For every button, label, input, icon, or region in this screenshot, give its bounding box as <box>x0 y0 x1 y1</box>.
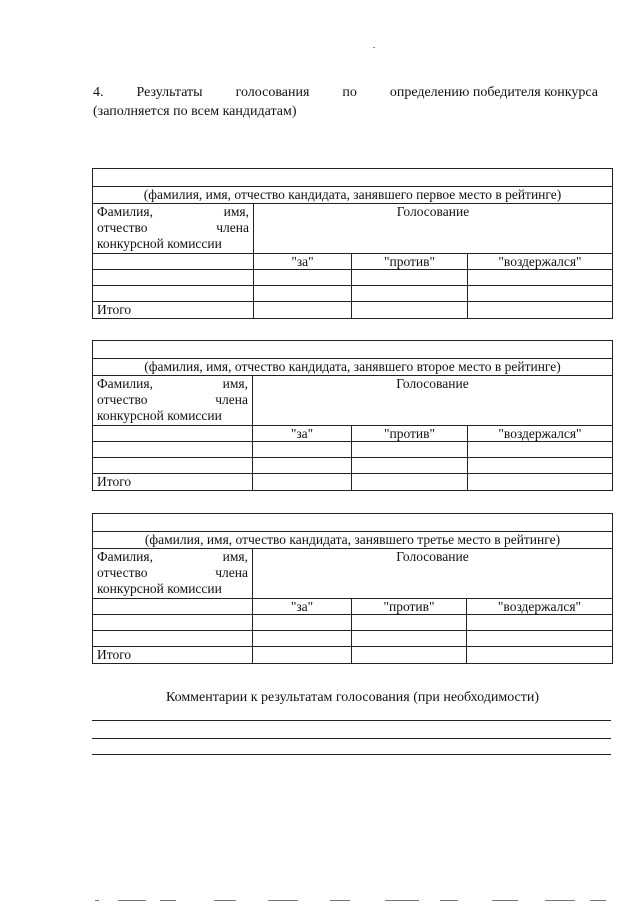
scan-artifact <box>268 900 298 901</box>
member-name-field[interactable] <box>93 631 253 647</box>
table-row <box>93 442 613 458</box>
heading-word: определению победителя конкурса <box>389 85 598 100</box>
vote-abstain-field[interactable] <box>467 615 613 631</box>
member-header-word: члена <box>216 220 249 235</box>
vote-abstain-field[interactable] <box>468 270 613 286</box>
scan-artifact <box>590 900 606 901</box>
member-header-word: конкурсной комиссии <box>97 408 222 423</box>
section-number: 4. <box>93 85 104 100</box>
member-header-word: имя, <box>222 376 248 391</box>
table-row <box>93 286 613 302</box>
vote-option-for: "за" <box>253 599 352 615</box>
total-row <box>93 302 613 319</box>
vote-column-header: Голосование <box>254 204 613 254</box>
member-header-word: Фамилия, <box>97 204 153 219</box>
candidate-name-field[interactable] <box>93 169 613 187</box>
comment-line[interactable] <box>92 738 611 739</box>
scan-artifact <box>214 900 236 901</box>
total-row <box>93 474 613 491</box>
scan-artifact <box>440 900 458 901</box>
member-header-word: отчество <box>97 392 148 407</box>
section-heading <box>93 83 598 121</box>
empty-cell <box>93 254 254 270</box>
total-label: Итого <box>93 302 254 319</box>
empty-cell <box>93 426 253 442</box>
vote-for-field[interactable] <box>253 442 352 458</box>
member-header-word: конкурсной комиссии <box>97 236 222 251</box>
vote-abstain-field[interactable] <box>468 286 613 302</box>
scan-artifact <box>160 900 176 901</box>
comment-line[interactable] <box>92 754 611 755</box>
scan-artifact <box>492 900 518 901</box>
vote-for-field[interactable] <box>253 631 352 647</box>
member-header-word: Фамилия, <box>97 549 153 564</box>
vote-column-header: Голосование <box>253 376 613 426</box>
candidate-caption: (фамилия, имя, отчество кандидата, занявшего третье место в рейтинге) <box>93 532 613 549</box>
vote-option-abstain: "воздержался" <box>467 599 613 615</box>
member-name-field[interactable] <box>93 442 253 458</box>
voting-table-second-place <box>92 340 613 491</box>
candidate-name-field[interactable] <box>93 341 613 359</box>
table-row <box>93 631 613 647</box>
total-for-field[interactable] <box>253 647 352 664</box>
scan-artifact <box>545 900 575 901</box>
vote-against-field[interactable] <box>352 270 468 286</box>
member-column-header <box>93 549 253 599</box>
candidate-name-field[interactable] <box>93 514 613 532</box>
total-abstain-field[interactable] <box>467 647 613 664</box>
vote-option-for: "за" <box>253 426 352 442</box>
vote-for-field[interactable] <box>253 615 352 631</box>
total-abstain-field[interactable] <box>468 302 613 319</box>
total-for-field[interactable] <box>254 302 352 319</box>
candidate-caption: (фамилия, имя, отчество кандидата, занявшего второе место в рейтинге) <box>93 359 613 376</box>
vote-against-field[interactable] <box>352 458 468 474</box>
total-label: Итого <box>93 474 253 491</box>
table-row <box>93 615 613 631</box>
member-header-word: отчество <box>97 565 148 580</box>
table-row <box>93 458 613 474</box>
total-label: Итого <box>93 647 253 664</box>
member-header-word: имя, <box>223 204 249 219</box>
total-against-field[interactable] <box>352 474 468 491</box>
section-heading-line-1 <box>93 83 598 102</box>
vote-abstain-field[interactable] <box>467 631 613 647</box>
heading-word: Результаты <box>136 85 203 100</box>
scan-artifact <box>330 900 350 901</box>
candidate-caption: (фамилия, имя, отчество кандидата, занявшего первое место в рейтинге) <box>93 187 613 204</box>
member-header-word: имя, <box>222 549 248 564</box>
total-for-field[interactable] <box>253 474 352 491</box>
total-against-field[interactable] <box>352 647 467 664</box>
vote-option-against: "против" <box>352 599 467 615</box>
section-heading-line-2: (заполняется по всем кандидатам) <box>93 104 297 119</box>
total-row <box>93 647 613 664</box>
vote-option-against: "против" <box>352 426 468 442</box>
vote-option-against: "против" <box>352 254 468 270</box>
vote-for-field[interactable] <box>254 270 352 286</box>
member-name-field[interactable] <box>93 458 253 474</box>
heading-word: голосования <box>235 85 310 100</box>
vote-option-for: "за" <box>254 254 352 270</box>
voting-table-third-place <box>92 513 613 664</box>
scan-artifact <box>373 47 375 48</box>
vote-against-field[interactable] <box>352 286 468 302</box>
scan-artifact <box>118 900 146 901</box>
vote-option-abstain: "воздержался" <box>468 426 613 442</box>
member-column-header <box>93 376 253 426</box>
voting-table-first-place <box>92 168 613 319</box>
vote-for-field[interactable] <box>253 458 352 474</box>
member-name-field[interactable] <box>93 615 253 631</box>
empty-cell <box>93 599 253 615</box>
member-header-word: члена <box>215 392 248 407</box>
comments-label: Комментарии к результатам голосования (при необходимости) <box>165 690 540 705</box>
vote-against-field[interactable] <box>352 442 468 458</box>
member-header-word: члена <box>215 565 248 580</box>
scan-artifact <box>95 900 99 901</box>
vote-abstain-field[interactable] <box>468 442 613 458</box>
table-row <box>93 270 613 286</box>
member-column-header <box>93 204 254 254</box>
scan-artifact <box>385 900 419 901</box>
vote-column-header: Голосование <box>253 549 613 599</box>
member-header-word: отчество <box>97 220 148 235</box>
vote-abstain-field[interactable] <box>468 458 613 474</box>
vote-for-field[interactable] <box>254 286 352 302</box>
vote-option-abstain: "воздержался" <box>468 254 613 270</box>
total-abstain-field[interactable] <box>468 474 613 491</box>
vote-against-field[interactable] <box>352 631 467 647</box>
heading-word: по <box>342 85 357 100</box>
member-name-field[interactable] <box>93 270 254 286</box>
member-header-word: Фамилия, <box>97 376 153 391</box>
member-header-word: конкурсной комиссии <box>97 581 222 596</box>
vote-against-field[interactable] <box>352 615 467 631</box>
comment-line[interactable] <box>92 720 611 721</box>
total-against-field[interactable] <box>352 302 468 319</box>
member-name-field[interactable] <box>93 286 254 302</box>
